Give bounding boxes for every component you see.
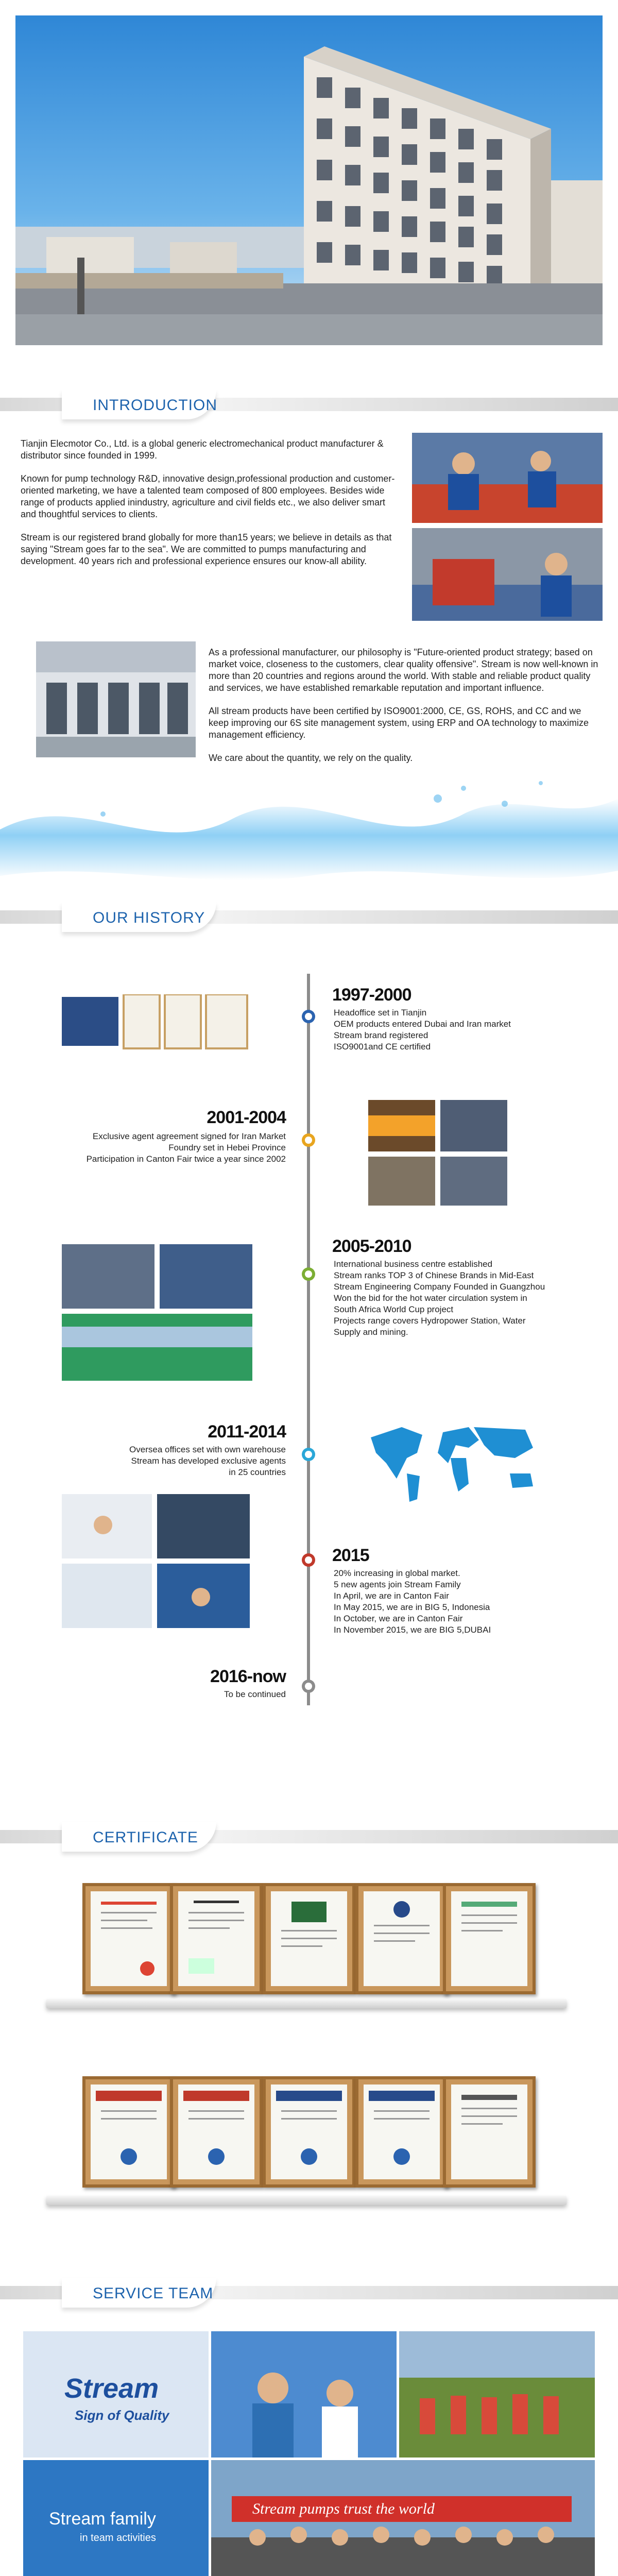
introduction-title: INTRODUCTION <box>93 397 217 414</box>
stream-brand-tile <box>23 2331 209 2458</box>
timeline-dot-2016 <box>302 1680 315 1693</box>
timeline-line <box>307 974 310 1705</box>
history-header <box>0 899 618 935</box>
intro-paragraph-4: As a professional manufacturer, our philosophy is "Future-oriented product strategy; based on market voice, closeness to the customers, clear quality offensive". Stream is now well-known in more than 20 countries and regions around the world. With stable and reliable product quality and services, we have established remarkable reputation and important influence. <box>209 647 598 693</box>
service-header <box>0 2275 618 2311</box>
timeline-dot-2011 <box>302 1448 315 1461</box>
certificate-frame <box>82 1883 175 1994</box>
certificate-header <box>0 1819 618 1855</box>
history-line: Foundry set in Hebei Province <box>168 1143 286 1153</box>
history-line: 5 new agents join Stream Family <box>334 1580 461 1589</box>
intro-paragraph-1: Tianjin Elecmotor Co., Ltd. is a global generic electromechanical product manufacturer & distributor since founded in 1999. <box>21 438 384 461</box>
history-line: In October, we are in Canton Fair <box>334 1614 463 1623</box>
history-photos-2001 <box>368 1100 507 1206</box>
history-photos-2015 <box>62 1494 250 1628</box>
certificate-frame <box>170 1883 263 1994</box>
intro-workers-photo-1 <box>412 433 603 523</box>
history-line: Stream Engineering Company Founded in Guangzhou <box>334 1282 545 1292</box>
history-line: OEM products entered Dubai and Iran market <box>334 1019 511 1029</box>
history-line: 20% increasing in global market. <box>334 1568 460 1578</box>
timeline-dot-2005 <box>302 1267 315 1281</box>
certificate-frame <box>355 1883 448 1994</box>
history-line: ISO9001and CE certified <box>334 1042 431 1052</box>
certificate-frame <box>355 2076 448 2188</box>
history-line: In May 2015, we are in BIG 5, Indonesia <box>334 1602 490 1612</box>
stream-tagline: Sign of Quality <box>75 2408 169 2423</box>
water-splash-decoration <box>0 757 618 891</box>
certificate-frame <box>82 2076 175 2188</box>
history-year-1997: 1997-2000 <box>332 985 411 1005</box>
history-year-2011: 2011-2014 <box>208 1422 286 1442</box>
history-line: International business centre established <box>334 1259 493 1269</box>
intro-paragraph-5: All stream products have been certified by ISO9001:2000, CE, GS, ROHS, and CC and we keep improving our 6S site management system, using ERP and OA technology to maximize management efficiency. <box>209 706 589 740</box>
introduction-header <box>0 386 618 422</box>
certificate-frame <box>170 2076 263 2188</box>
certificate-frame <box>443 1883 536 1994</box>
stream-family-tile <box>23 2460 209 2576</box>
certificate-frame <box>443 2076 536 2188</box>
history-line: Stream ranks TOP 3 of Chinese Brands in Mid-East <box>334 1270 534 1280</box>
certificate-shelf-2 <box>46 2196 566 2205</box>
hero-building-photo <box>15 15 603 345</box>
history-world-map-small <box>360 1417 546 1504</box>
history-line: To be continued <box>224 1689 286 1699</box>
history-line: Participation in Canton Fair twice a year since 2002 <box>86 1154 286 1164</box>
intro-workers-photo-2 <box>412 528 603 621</box>
stream-family-title: Stream family <box>49 2509 156 2529</box>
intro-text-block-1 <box>21 438 402 579</box>
history-line: In April, we are in Canton Fair <box>334 1591 449 1601</box>
history-photos-1997 <box>62 994 252 1051</box>
certificate-title: CERTIFICATE <box>93 1829 198 1846</box>
history-photos-2005 <box>62 1244 252 1381</box>
history-line: Exclusive agent agreement signed for Iran Market <box>92 1131 286 1141</box>
intro-paragraph-6: We care about the quantity, we rely on the quality. <box>209 753 413 763</box>
service-photo-meeting <box>211 2331 397 2458</box>
history-lines-2011 <box>80 1444 286 1478</box>
history-year-2015: 2015 <box>332 1546 369 1565</box>
history-lines-2015 <box>334 1568 491 1636</box>
timeline-dot-2015 <box>302 1553 315 1567</box>
history-lines-2005 <box>334 1259 545 1338</box>
history-line: Supply and mining. <box>334 1327 408 1337</box>
stream-family-subtitle: in team activities <box>80 2532 156 2544</box>
history-lines-1997 <box>334 1007 511 1053</box>
intro-factory-photo <box>36 641 196 757</box>
service-photo-hiking <box>399 2331 595 2458</box>
history-line: Headoffice set in Tianjin <box>334 1008 427 1018</box>
history-line: in 25 countries <box>229 1467 286 1477</box>
timeline-dot-1997 <box>302 1010 315 1023</box>
history-year-2001: 2001-2004 <box>207 1108 286 1127</box>
intro-paragraph-3: Stream is our registered brand globally for more than15 years; we believe in details as that saying "Stream goes far to the sea". We are committed to pumps manufacturing and development. 40 years rich and professional experience ensures our know-all ability. <box>21 532 392 566</box>
intro-paragraph-2: Known for pump technology R&D, innovative design,professional production and customer-oriented marketing, we have a talented team composed of 800 employees. Besides wide range of products applied inindustry, agriculture and civil fields etc., we also deliver smart and thoughtful services to clients. <box>21 473 395 519</box>
certificate-frame <box>263 1883 355 1994</box>
history-title: OUR HISTORY <box>93 909 205 926</box>
history-line: Won the bid for the hot water circulation system in <box>334 1293 527 1303</box>
history-year-2016: 2016-now <box>210 1667 286 1686</box>
certificate-frame <box>263 2076 355 2188</box>
history-line: Oversea offices set with own warehouse <box>129 1445 286 1454</box>
intro-text-block-2 <box>209 647 600 775</box>
history-year-2005: 2005-2010 <box>332 1236 411 1256</box>
timeline-dot-2001 <box>302 1133 315 1147</box>
history-lines-2016 <box>131 1689 286 1700</box>
stream-logo: Stream <box>64 2373 159 2404</box>
service-banner-text: Stream pumps trust the world <box>252 2500 435 2517</box>
service-title: SERVICE TEAM <box>93 2285 214 2302</box>
history-lines-2001 <box>62 1131 286 1165</box>
history-line: Stream brand registered <box>334 1030 428 1040</box>
history-line: Projects range covers Hydropower Station, Water <box>334 1316 526 1326</box>
history-line: In November 2015, we are BIG 5,DUBAI <box>334 1625 491 1635</box>
certificate-shelf-1 <box>46 1999 566 2008</box>
history-line: Stream has developed exclusive agents <box>131 1456 286 1466</box>
service-photo-team-banner <box>211 2460 595 2576</box>
history-line: South Africa World Cup project <box>334 1304 454 1314</box>
